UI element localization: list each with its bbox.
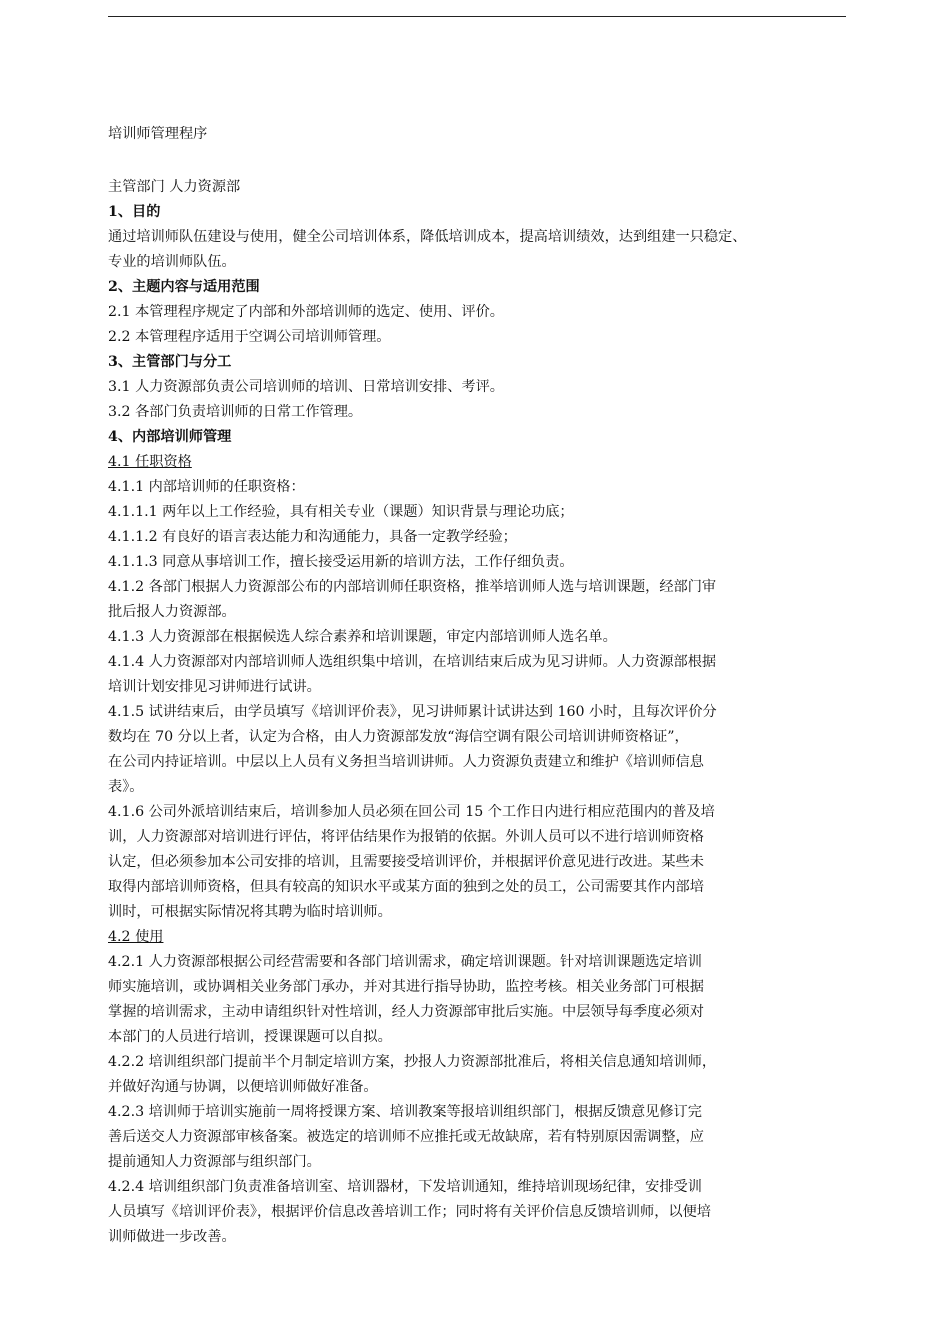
text-line: 4.1.5 试讲结束后，由学员填写《培训评价表》，见习讲师累计试讲达到 160 小时，且每次评价分 bbox=[108, 704, 717, 720]
subsection-heading: 4.1 任职资格 bbox=[108, 454, 192, 470]
spacer bbox=[108, 147, 868, 175]
text-line: 取得内部培训师资格，但具有较高的知识水平或某方面的独到之处的员工，公司需要其作内部培 bbox=[108, 879, 704, 895]
text-line: 4.2.3 培训师于培训实施前一周将授课方案、培训教案等报培训组织部门，根据反馈意见修订完 bbox=[108, 1104, 702, 1120]
text-line: 表》。 bbox=[108, 779, 144, 795]
text-line: 数均在 70 分以上者，认定为合格，由人力资源部发放“海信空调有限公司培训讲师资格证”， bbox=[108, 729, 689, 745]
text-line: 认定，但必须参加本公司安排的培训，且需要接受培训评价，并根据评价意见进行改进。某些未 bbox=[108, 854, 704, 870]
section-heading: 3、主管部门与分工 bbox=[108, 354, 232, 370]
text-line: 4.1.1 内部培训师的任职资格： bbox=[108, 479, 305, 495]
subsection-heading: 4.2 使用 bbox=[108, 929, 164, 945]
text-line: 培训计划安排见习讲师进行试讲。 bbox=[108, 679, 321, 695]
text-line: 4.1.2 各部门根据人力资源部公布的内部培训师任职资格，推举培训师人选与培训课题，经部门审 bbox=[108, 579, 717, 595]
text-line: 4.1.1.3 同意从事培训工作，擅长接受运用新的培训方法，工作仔细负责。 bbox=[108, 554, 574, 570]
text-line: 4.2.4 培训组织部门负责准备培训室、培训器材，下发培训通知，维持培训现场纪律，安排受训 bbox=[108, 1179, 702, 1195]
text-line: 本部门的人员进行培训，授课课题可以自拟。 bbox=[108, 1029, 392, 1045]
text-line: 人员填写《培训评价表》，根据评价信息改善培训工作；同时将有关评价信息反馈培训师，以便培 bbox=[108, 1204, 711, 1220]
department-line: 主管部门 人力资源部 bbox=[108, 179, 241, 195]
text-line: 专业的培训师队伍。 bbox=[108, 254, 236, 270]
text-line: 批后报人力资源部。 bbox=[108, 604, 236, 620]
text-line: 训师做进一步改善。 bbox=[108, 1229, 236, 1245]
text-line: 提前通知人力资源部与组织部门。 bbox=[108, 1154, 321, 1170]
section-heading: 1、目的 bbox=[108, 204, 161, 220]
text-line: 掌握的培训需求，主动申请组织针对性培训，经人力资源部审批后实施。中层领导每季度必须对 bbox=[108, 1004, 704, 1020]
text-line: 2.1 本管理程序规定了内部和外部培训师的选定、使用、评价。 bbox=[108, 304, 504, 320]
section-heading: 2、主题内容与适用范围 bbox=[108, 279, 260, 295]
text-line: 4.1.6 公司外派培训结束后，培训参加人员必须在回公司 15 个工作日内进行相应范围内的普及培 bbox=[108, 804, 715, 820]
text-line: 4.1.3 人力资源部在根据候选人综合素养和培训课题，审定内部培训师人选名单。 bbox=[108, 629, 617, 645]
document-title: 培训师管理程序 bbox=[108, 126, 208, 142]
text-line: 4.1.1.2 有良好的语言表达能力和沟通能力，具备一定教学经验； bbox=[108, 529, 517, 545]
text-line: 在公司内持证培训。中层以上人员有义务担当培训讲师。人力资源负责建立和维护《培训师信息 bbox=[108, 754, 704, 770]
document-body bbox=[108, 122, 868, 1250]
text-line: 训，人力资源部对培训进行评估，将评估结果作为报销的依据。外训人员可以不进行培训师资格 bbox=[108, 829, 704, 845]
text-line: 善后送交人力资源部审核备案。被选定的培训师不应推托或无故缺席，若有特别原因需调整，应 bbox=[108, 1129, 704, 1145]
paragraph-lines bbox=[108, 200, 868, 1250]
text-line: 3.1 人力资源部负责公司培训师的培训、日常培训安排、考评。 bbox=[108, 379, 504, 395]
text-line: 4.1.4 人力资源部对内部培训师人选组织集中培训，在培训结束后成为见习讲师。人力资源部根据 bbox=[108, 654, 717, 670]
text-line: 3.2 各部门负责培训师的日常工作管理。 bbox=[108, 404, 363, 420]
text-line: 2.2 本管理程序适用于空调公司培训师管理。 bbox=[108, 329, 391, 345]
text-line: 4.1.1.1 两年以上工作经验，具有相关专业（课题）知识背景与理论功底； bbox=[108, 504, 574, 520]
text-line: 训时，可根据实际情况将其聘为临时培训师。 bbox=[108, 904, 392, 920]
text-line: 通过培训师队伍建设与使用，健全公司培训体系，降低培训成本，提高培训绩效，达到组建一只稳定、 bbox=[108, 229, 747, 245]
header-rule bbox=[108, 16, 846, 17]
text-line: 师实施培训，或协调相关业务部门承办，并对其进行指导协助，监控考核。相关业务部门可根据 bbox=[108, 979, 704, 995]
text-line: 4.2.1 人力资源部根据公司经营需要和各部门培训需求，确定培训课题。针对培训课题选定培训 bbox=[108, 954, 702, 970]
text-line: 并做好沟通与协调，以便培训师做好准备。 bbox=[108, 1079, 378, 1095]
text-line: 4.2.2 培训组织部门提前半个月制定培训方案，抄报人力资源部批准后，将相关信息通知培训师， bbox=[108, 1054, 717, 1070]
section-heading: 4、内部培训师管理 bbox=[108, 429, 232, 445]
